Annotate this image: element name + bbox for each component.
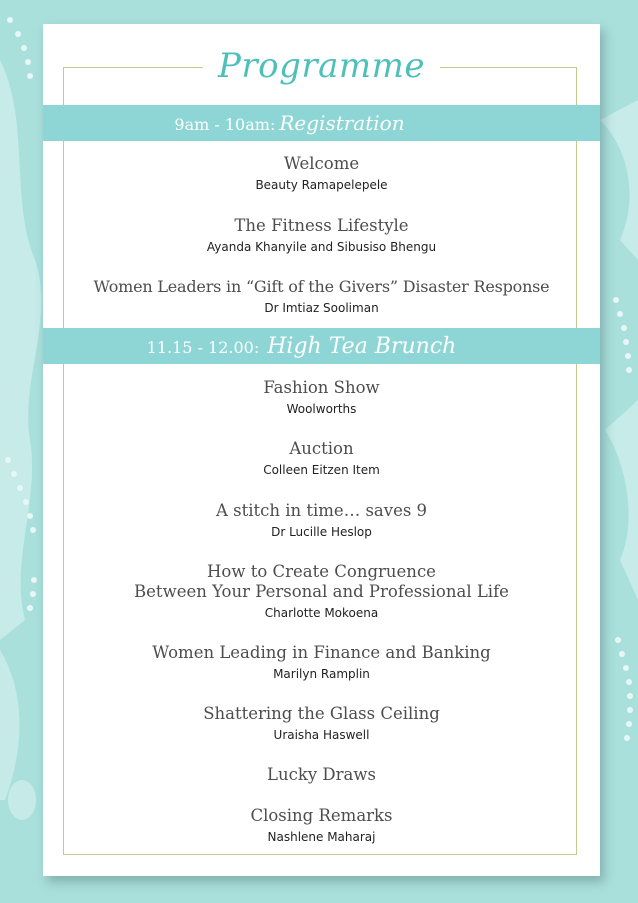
session-name: High Tea Brunch: [267, 333, 457, 359]
programme-item: [43, 765, 600, 785]
item-title: Closing Remarks: [250, 806, 393, 825]
item-speaker: Dr Lucille Heslop: [271, 525, 372, 539]
item-title: A stitch in time… saves 9: [215, 501, 428, 520]
item-title: Lucky Draws: [267, 765, 376, 784]
programme-item: [43, 378, 600, 417]
programme-item: [43, 562, 600, 621]
programme-card: [43, 24, 600, 876]
item-title-line1: How to Create Congruence: [207, 562, 436, 581]
programme-item: [43, 501, 600, 540]
item-speaker: Woolworths: [286, 402, 357, 416]
programme-item: [43, 277, 600, 316]
programme-item: [43, 154, 600, 193]
page-title: Programme: [218, 46, 425, 86]
item-title-line2: Between Your Personal and Professional Life: [134, 582, 509, 601]
item-title: The Fitness Lifestyle: [234, 216, 409, 235]
item-speaker: Uraisha Haswell: [273, 728, 370, 742]
item-title: Women Leaders in “Gift of the Givers” Disaster Response: [93, 277, 550, 296]
item-speaker: Beauty Ramapelepele: [255, 178, 388, 192]
item-title: Fashion Show: [263, 378, 380, 397]
item-speaker: Ayanda Khanyile and Sibusiso Bhengu: [206, 240, 437, 254]
item-speaker: Colleen Eitzen Item: [263, 463, 380, 477]
programme-item: [43, 643, 600, 682]
programme-item: [43, 704, 600, 743]
item-title: Auction: [289, 439, 354, 458]
session-time: 11.15 - 12.00:: [146, 337, 260, 357]
programme-item: [43, 806, 600, 845]
item-title: Welcome: [283, 154, 360, 173]
session-band-high-tea: [43, 328, 600, 364]
item-speaker: Nashlene Maharaj: [267, 830, 376, 844]
session-time: 9am - 10am:: [174, 115, 276, 134]
session-band-registration: [43, 105, 600, 141]
programme-item: [43, 439, 600, 478]
programme-item: [43, 216, 600, 255]
item-title: Shattering the Glass Ceiling: [203, 704, 440, 723]
item-speaker: Charlotte Mokoena: [264, 606, 379, 620]
session-name: Registration: [279, 111, 405, 135]
item-title: Women Leading in Finance and Banking: [152, 643, 491, 662]
item-speaker: Marilyn Ramplin: [273, 667, 370, 681]
item-speaker: Dr Imtiaz Sooliman: [264, 301, 379, 315]
